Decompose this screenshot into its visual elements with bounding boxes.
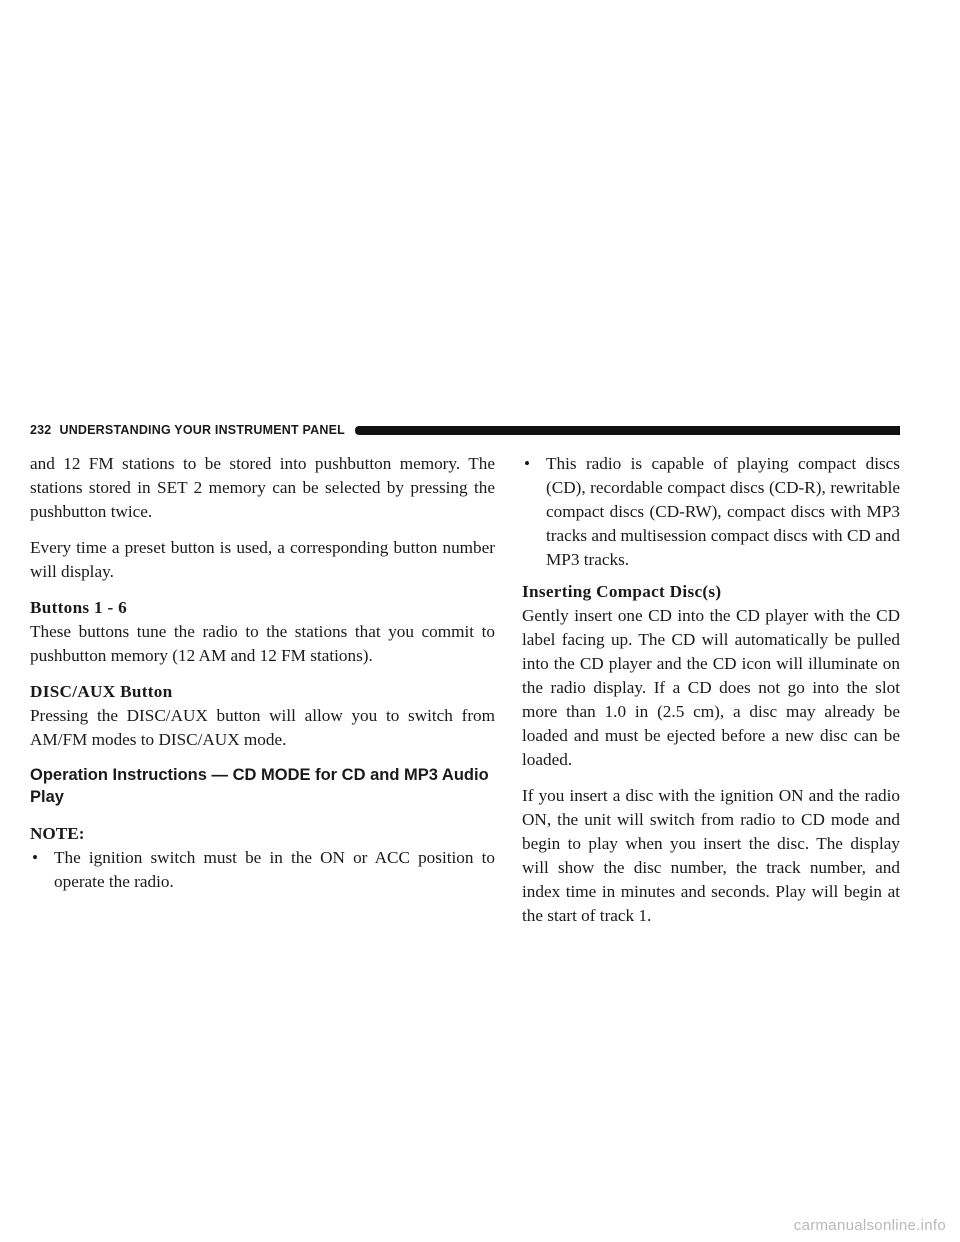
body-paragraph: and 12 FM stations to be stored into pushbutton memory. The stations stored in SET 2 memory can be selected by pressing the pushbutton twice. <box>30 454 495 521</box>
page-header <box>30 420 900 440</box>
body-paragraph: Gently insert one CD into the CD player with the CD label facing up. The CD will automatically be pulled into the CD player and the CD icon will illuminate on the radio display. If a CD does not go into the slot more than 1.0 in (2.5 cm), a disc may already be loaded and must be ejected before a new disc can be loaded. <box>522 606 900 769</box>
watermark: carmanualsonline.info <box>793 1217 946 1234</box>
section-title: UNDERSTANDING YOUR INSTRUMENT PANEL <box>59 423 345 437</box>
body-paragraph: Every time a preset button is used, a corresponding button number will display. <box>30 538 495 581</box>
body-paragraph: These buttons tune the radio to the stations that you commit to pushbutton memory (12 AM and 12 FM stations). <box>30 622 495 665</box>
left-column <box>30 452 495 902</box>
disc-aux-heading: DISC/AUX Button <box>30 682 173 701</box>
right-column <box>522 452 900 940</box>
page-number: 232 <box>30 423 52 437</box>
header-rule <box>355 426 900 435</box>
operation-heading: Operation Instructions — CD MODE for CD and MP3 Audio Play <box>30 766 489 806</box>
body-paragraph: If you insert a disc with the ignition ON and the radio ON, the unit will switch from radio to CD mode and begin to play when you insert the disc. The display will show the disc number, the track number, and index time in minutes and seconds. Play will begin at the start of track 1. <box>522 786 900 925</box>
bullet-item <box>30 846 495 894</box>
bullet-item <box>522 452 900 572</box>
note-label: NOTE: <box>30 824 85 843</box>
bullet-icon: • <box>524 454 531 473</box>
bullet-icon: • <box>32 848 39 867</box>
buttons-heading: Buttons 1 - 6 <box>30 598 128 617</box>
body-paragraph: Pressing the DISC/AUX button will allow you to switch from AM/FM modes to DISC/AUX mode. <box>30 706 495 749</box>
inserting-heading: Inserting Compact Disc(s) <box>522 582 722 601</box>
bullet-text: This radio is capable of playing compact discs (CD), recordable compact discs (CD-R), rewritable compact discs (CD-RW), compact discs with MP3 tracks and multisession compact discs with CD and MP3 tracks. <box>546 454 900 569</box>
bullet-text: The ignition switch must be in the ON or ACC position to operate the radio. <box>54 848 495 891</box>
